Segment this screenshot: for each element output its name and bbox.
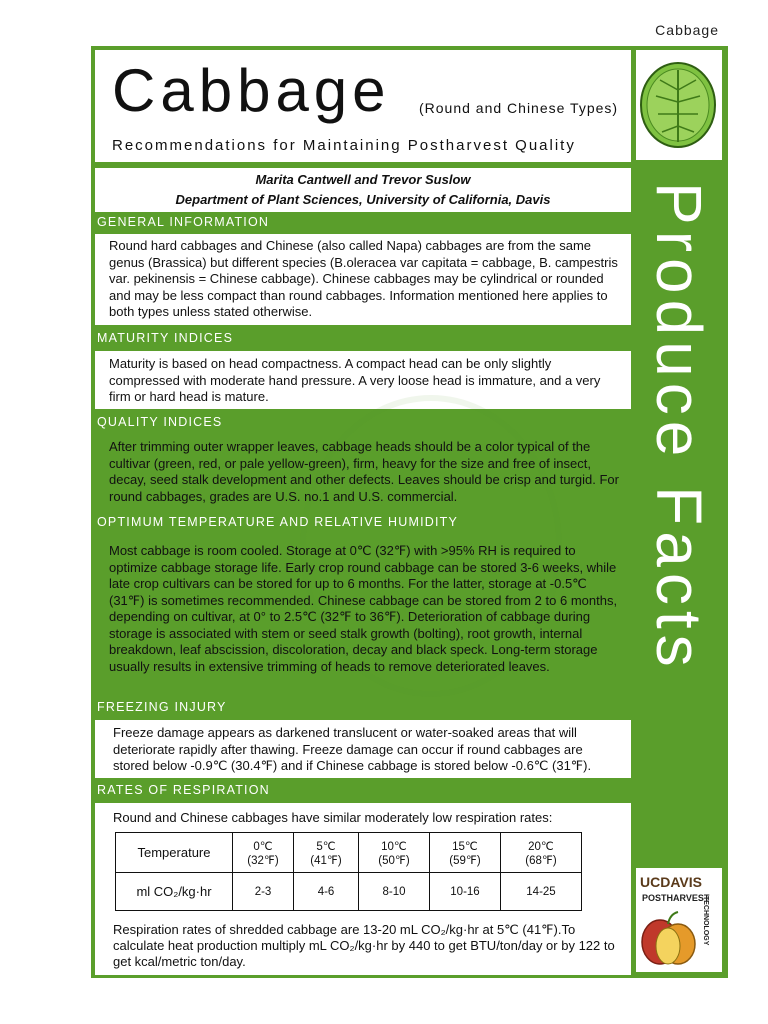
table-temp-cell: 10℃ (50℉): [359, 833, 430, 873]
logo-ucdavis-text: UCDAVIS: [640, 874, 702, 890]
logo-technology-text: TECHNOLOGY: [702, 896, 709, 946]
temperature-heading: OPTIMUM TEMPERATURE AND RELATIVE HUMIDITY: [97, 515, 459, 529]
cabbage-leaf-icon: [636, 50, 722, 160]
authors: Marita Cantwell and Trevor Suslow: [255, 172, 471, 187]
respiration-heading: RATES OF RESPIRATION: [97, 783, 270, 797]
quality-heading: QUALITY INDICES: [97, 415, 223, 429]
respiration-note: Respiration rates of shredded cabbage are 13-20 mL CO₂/kg·hr at 5℃ (41℉).To calculate heat production multiply mL CO₂/kg·hr by 440 to get BTU/ton/day or by 122 to get kcal/metric ton/day.: [113, 922, 615, 969]
general-heading: GENERAL INFORMATION: [97, 215, 270, 229]
table-rate-cell: 4-6: [294, 873, 359, 911]
maturity-heading: MATURITY INDICES: [97, 331, 234, 345]
table-rate-cell: 2-3: [233, 873, 294, 911]
header-label: Cabbage: [655, 22, 719, 38]
cabbage-icon-box: [636, 50, 722, 160]
general-body: [95, 234, 631, 325]
produce-facts-banner: Produce Facts: [643, 182, 715, 673]
table-header-rate: ml CO₂/kg·hr: [116, 873, 233, 911]
freezing-body: [95, 720, 631, 778]
table-temp-cell: 5℃ (41℉): [294, 833, 359, 873]
temperature-body: [95, 535, 631, 695]
respiration-intro: Round and Chinese cabbages have similar moderately low respiration rates:: [113, 810, 553, 825]
table-rate-cell: 8-10: [359, 873, 430, 911]
department: Department of Plant Sciences, University of California, Davis: [175, 192, 551, 207]
title-types: (Round and Chinese Types): [419, 100, 619, 116]
ucdavis-logo: [636, 868, 722, 972]
quality-text: After trimming outer wrapper leaves, cabbage heads should be a color typical of the cultivar (green, red, or pale yellow-green), firm, heavy for the size and free of insect, decay, seed stalk development and other defects. Leaves should be crisp and turgid. For round cabbages, grades are U.S. no.1 and U.S. commercial.: [109, 439, 619, 504]
general-text: Round hard cabbages and Chinese (also called Napa) cabbages are from the same genus (Brassica) but different species (B.oleracea var capitata = cabbage, B. campestris var. pekinensis = Chinese cabbage). Chinese cabbages may be cylindrical or rounded and may be less compact than round cabbages. Information mentioned here applies to both types unless stated otherwise.: [109, 238, 618, 319]
table-header-temperature: Temperature: [116, 833, 233, 873]
freezing-heading: FREEZING INJURY: [97, 700, 227, 714]
recommendation-subtitle: Recommendations for Maintaining Postharvest Quality: [112, 137, 576, 154]
quality-body: [95, 434, 631, 508]
produce-logo-icon: [638, 906, 700, 968]
table-temp-cell: 0℃ (32℉): [233, 833, 294, 873]
table-temp-cell: 15℃ (59℉): [430, 833, 501, 873]
table-temp-cell: 20℃ (68℉): [501, 833, 582, 873]
maturity-body: [95, 351, 631, 409]
respiration-table: [115, 832, 582, 911]
table-rate-cell: 14-25: [501, 873, 582, 911]
page-title: Cabbage: [112, 57, 391, 124]
freezing-text: Freeze damage appears as darkened translucent or water-soaked areas that will deteriorate rapidly after thawing. Freeze damage can occur if round cabbages are stored below -0.9℃ (30.4℉) and if Chinese cabbage is stored below -0.6℃ (31℉).: [113, 725, 592, 773]
maturity-text: Maturity is based on head compactness. A compact head can be only slightly compressed with moderate hand pressure. A very loose head is immature, and a very firm or hard head is mature.: [109, 356, 601, 404]
logo-postharvest-text: POSTHARVEST: [642, 893, 710, 903]
title-box: [95, 50, 631, 162]
table-rate-cell: 10-16: [430, 873, 501, 911]
temperature-text: Most cabbage is room cooled. Storage at 0℃ (32℉) with >95% RH is required to optimize cabbage storage life. Early crop round cabbage can be stored 3-6 weeks, while late crop cultivars can be stored for up to 6 months. For the latter, storage at -0.5℃ (31℉) is sometimes recommended. Chinese cabbage can be stored from 2 to 6 months, depending on cultivar, at 0° to 2.5℃ (32℉ to 36℉). Deterioration of cabbage during storage is associated with stem or seed stalk growth (bolting), root growth, internal breakdown, leaf abscission, discoloration, decay and black speck. Long-term storage usually results in extensive trimming of heads to remove deteriorated leaves.: [109, 543, 618, 674]
authors-box: [95, 168, 631, 212]
